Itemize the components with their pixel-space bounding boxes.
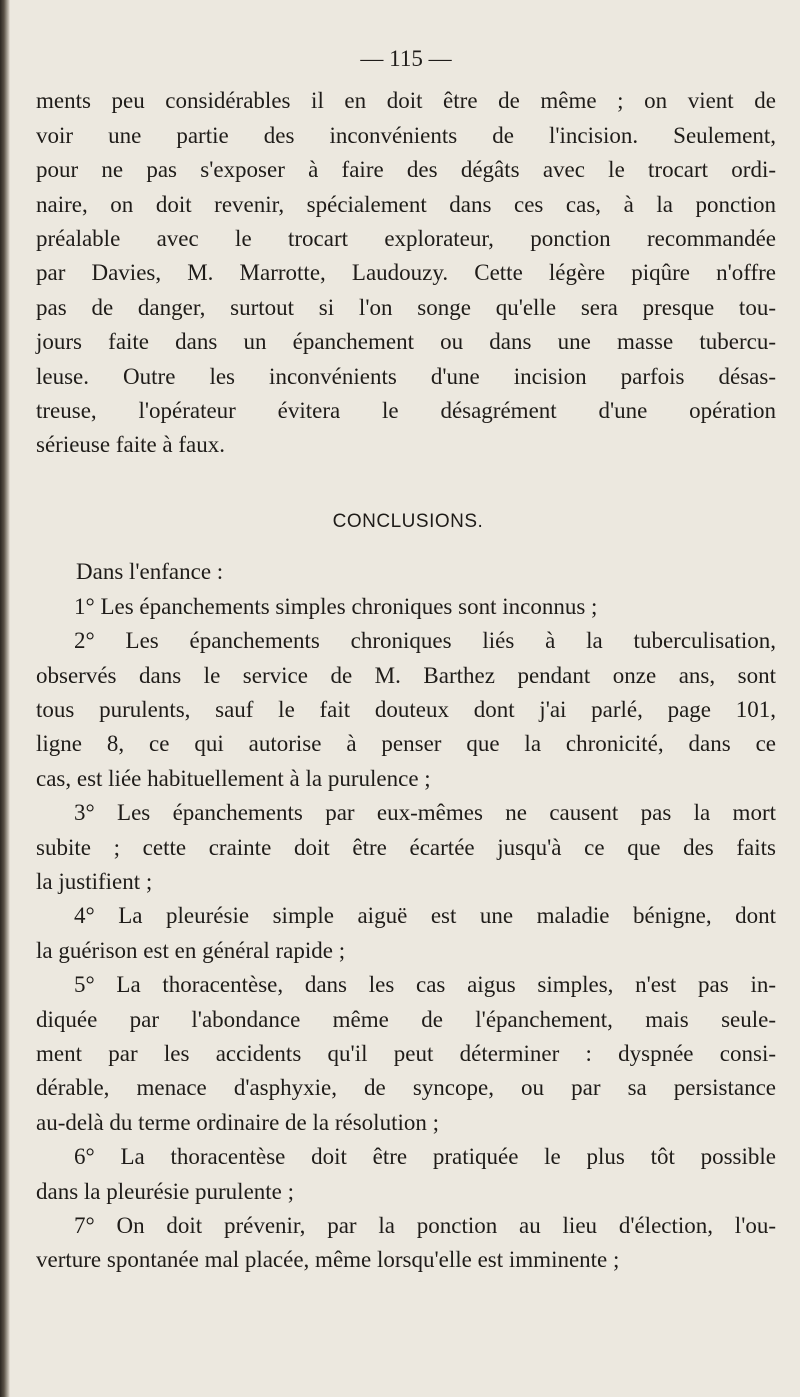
conclusion-line: observés dans le service de M. Barthez pendant onze ans, sont [36, 662, 776, 688]
conclusion-item [36, 624, 776, 796]
conclusion-line: la guérison est en général rapide ; [36, 937, 346, 963]
conclusion-item [36, 1209, 776, 1278]
conclusion-line: 7° On doit prévenir, par la ponction au lieu d'élection, l'ou- [74, 1213, 776, 1238]
paragraph-line: treuse, l'opérateur évitera le désagrément d'une opération [36, 398, 776, 424]
conclusion-line: cas, est liée habituellement à la purulence ; [36, 765, 431, 791]
conclusion-line: verture spontanée mal placée, même lorsqu'elle est imminente ; [36, 1247, 620, 1273]
conclusion-line: 6° La thoracentèse doit être pratiquée le plus tôt possible [74, 1144, 776, 1170]
continuation-paragraph [36, 84, 776, 462]
conclusion-line: dans la pleurésie purulente ; [36, 1178, 295, 1204]
paragraph-line: voir une partie des inconvénients de l'incision. Seulement, [36, 122, 776, 148]
conclusion-line: ligne 8, ce qui autorise à penser que la chronicité, dans ce [36, 731, 776, 757]
paragraph-line: leuse. Outre les inconvénients d'une incision parfois désas- [36, 363, 776, 389]
paragraph-line: pas de danger, surtout si l'on songe qu'elle sera presque tou- [36, 294, 776, 320]
paragraph-line: préalable avec le trocart explorateur, ponction recommandée [36, 226, 776, 252]
conclusion-item [36, 968, 776, 1140]
conclusion-line: dérable, menace d'asphyxie, de syncope, ou par sa persistance [36, 1075, 776, 1101]
paragraph-line: sérieuse faite à faux. [36, 432, 226, 458]
conclusion-line: tous purulents, sauf le fait douteux dont j'ai parlé, page 101, [36, 696, 776, 722]
page-number: — 115 — [360, 46, 452, 71]
intro-line: Dans l'enfance : [76, 559, 224, 585]
conclusion-item [36, 899, 776, 968]
section-heading: CONCLUSIONS. [332, 510, 484, 532]
conclusion-line: la justifient ; [36, 868, 153, 894]
paragraph-line: pour ne pas s'exposer à faire des dégâts avec le trocart ordi- [36, 157, 776, 183]
conclusion-line: diquée par l'abondance même de l'épanchement, mais seule- [36, 1006, 776, 1032]
paragraph-line: ments peu considérables il en doit être de même ; on vient de [36, 88, 776, 114]
conclusions-list [36, 590, 776, 1278]
conclusion-line: au-delà du terme ordinaire de la résolution ; [36, 1109, 439, 1135]
conclusion-item [36, 796, 776, 899]
conclusion-line: 1° Les épanchements simples chroniques sont inconnus ; [74, 593, 598, 619]
conclusion-line: 2° Les épanchements chroniques liés à la tuberculisation, [74, 628, 776, 654]
paragraph-line: par Davies, M. Marrotte, Laudouzy. Cette légère piqûre n'offre [36, 260, 776, 286]
conclusion-line: 4° La pleurésie simple aiguë est une maladie bénigne, dont [74, 903, 776, 929]
paragraph-line: naire, on doit revenir, spécialement dans ces cas, à la ponction [36, 191, 776, 217]
page-binding-edge [0, 0, 10, 1397]
conclusion-line: subite ; cette crainte doit être écartée jusqu'à ce que des faits [36, 834, 776, 860]
conclusion-line: ment par les accidents qu'il peut déterminer : dyspnée consi- [36, 1040, 776, 1066]
conclusion-item [36, 590, 776, 624]
conclusion-line: 5° La thoracentèse, dans les cas aigus simples, n'est pas in- [74, 972, 776, 998]
book-page [36, 42, 776, 1278]
paragraph-line: jours faite dans un épanchement ou dans une masse tubercu- [36, 329, 776, 355]
conclusion-line: 3° Les épanchements par eux-mêmes ne causent pas la mort [74, 800, 776, 826]
conclusion-item [36, 1140, 776, 1209]
